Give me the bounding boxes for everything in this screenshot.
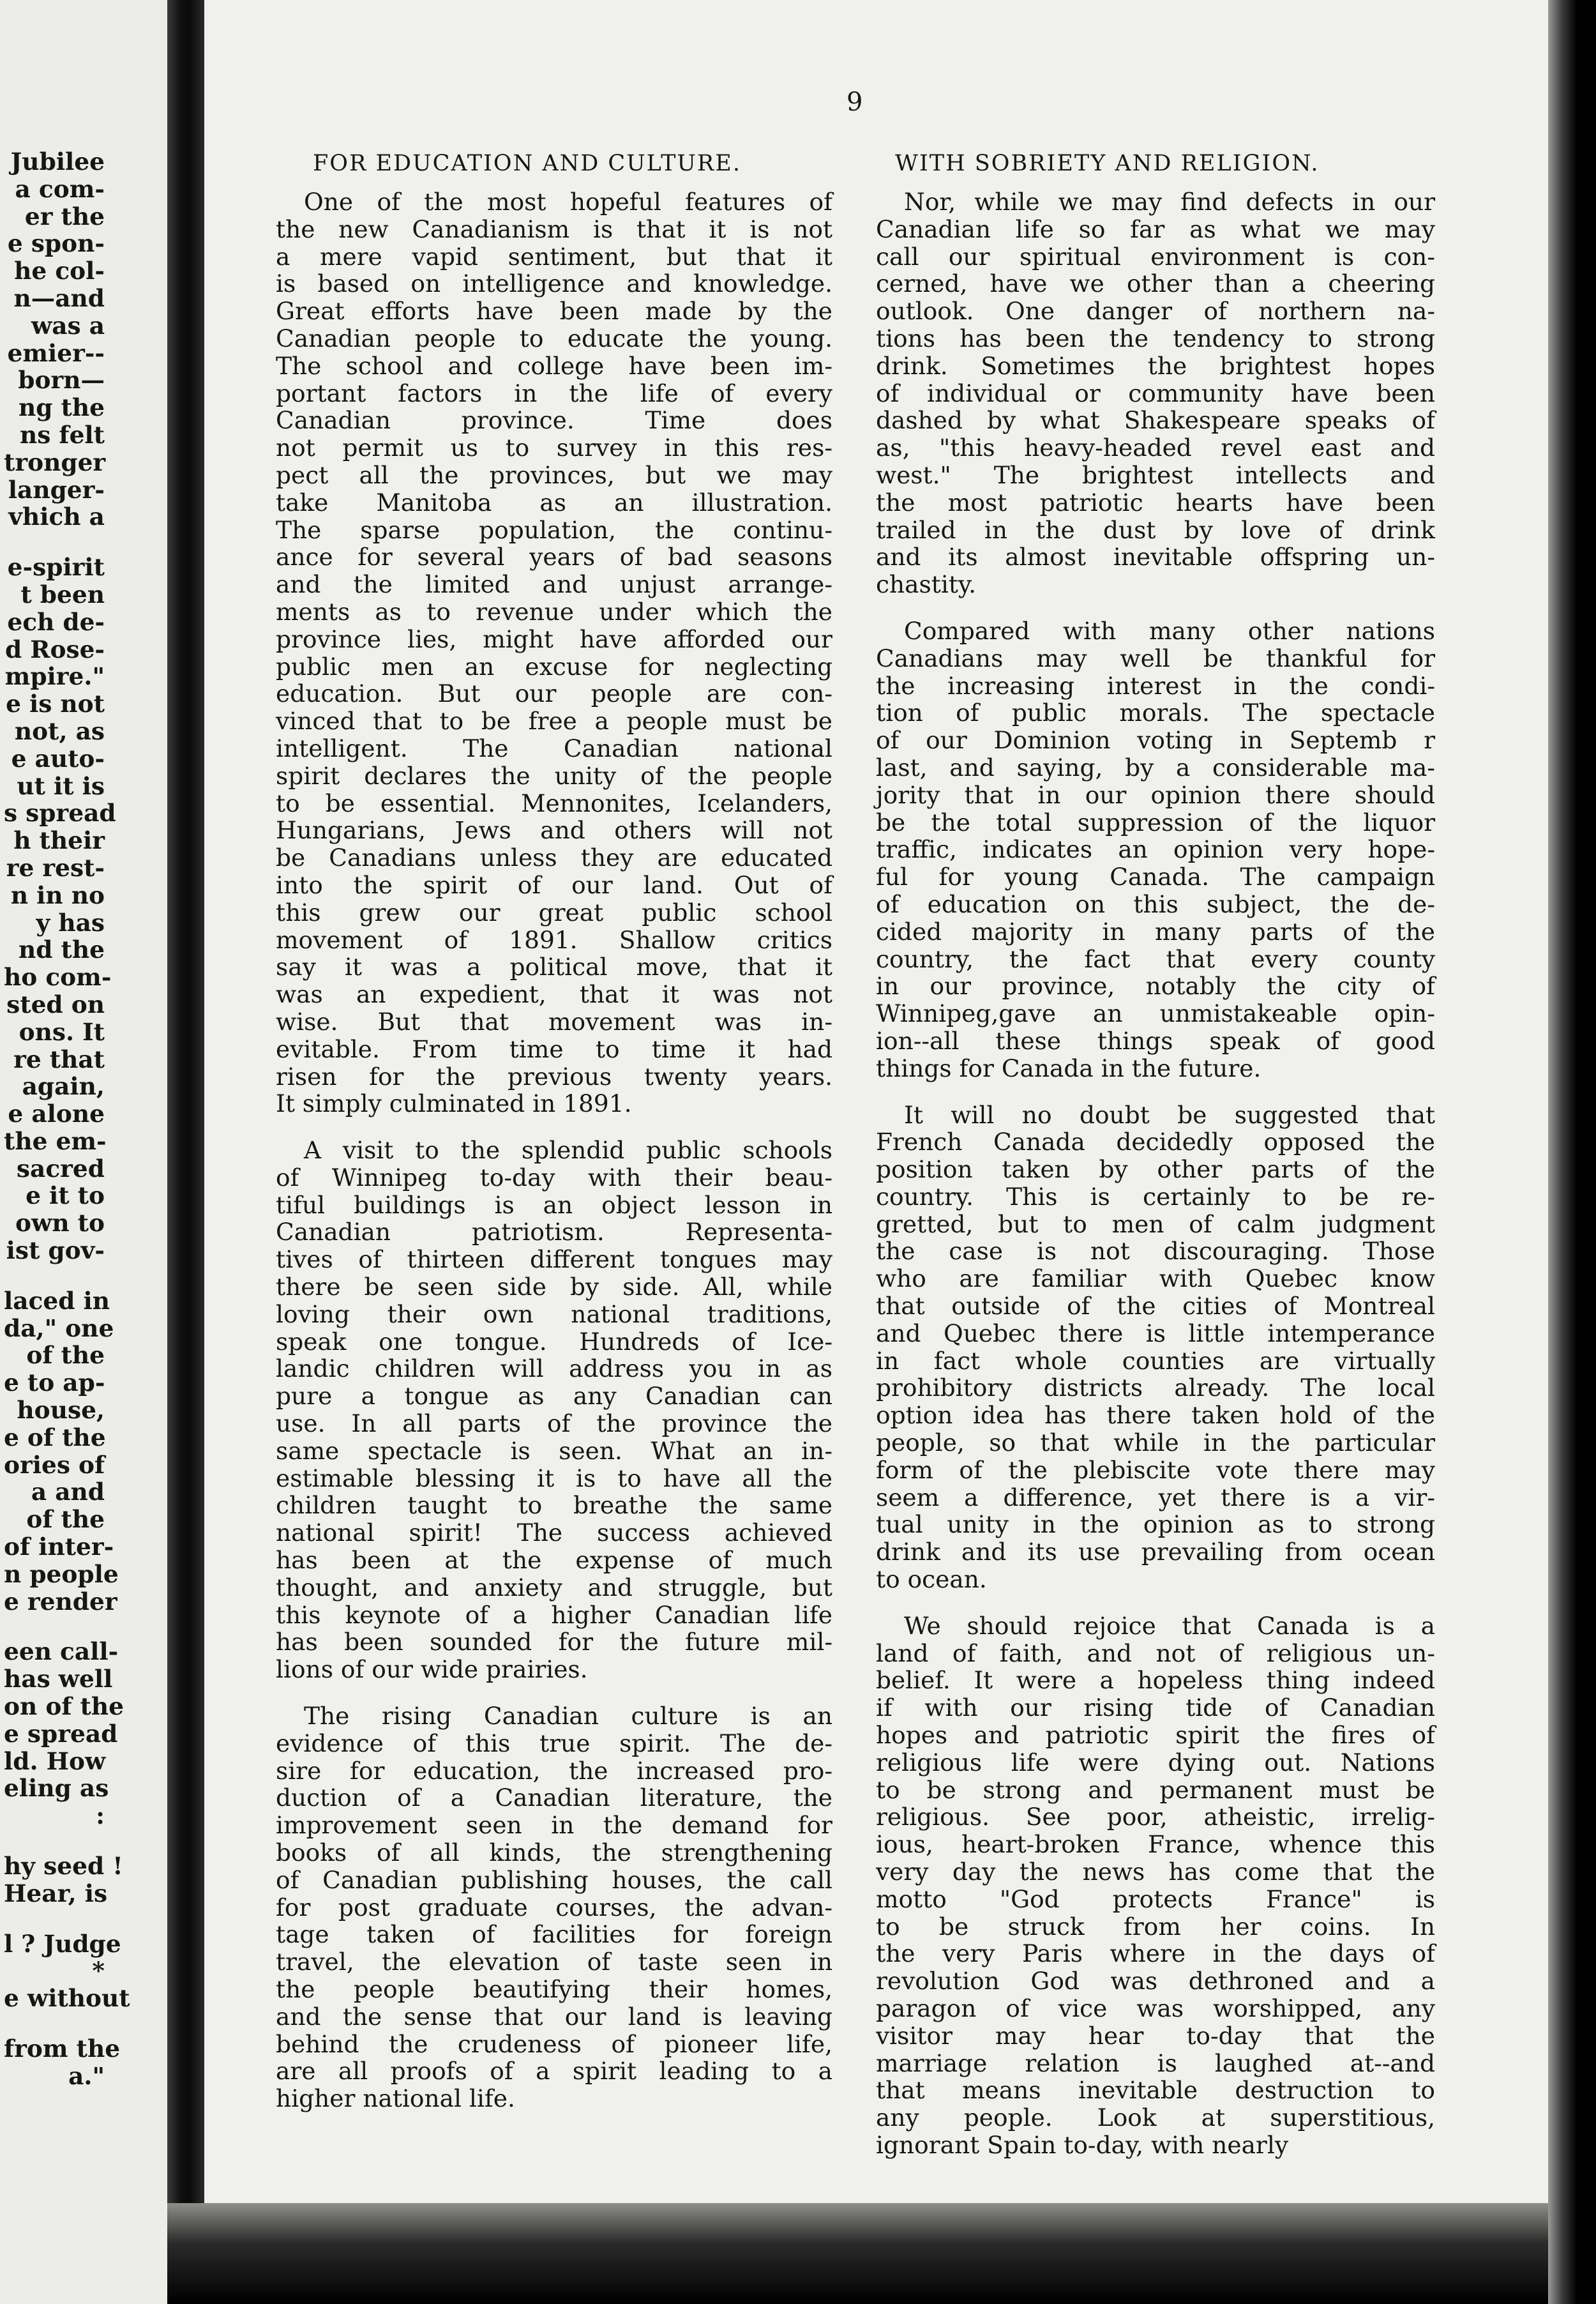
text-line: n people (4, 1559, 119, 1588)
book-gutter (167, 0, 204, 2304)
text-line: speak one tongue. Hundreds of Ice- (276, 1327, 832, 1356)
text-line: education. But our people are con- (276, 679, 832, 708)
text-line: and Quebec there is little intemperance (876, 1319, 1435, 1347)
text-line: e alone (8, 1100, 105, 1128)
text-line: west." The brightest intellects and (876, 460, 1435, 489)
text-line: re rest- (6, 853, 105, 882)
paragraph-gap (4, 1264, 106, 1287)
text-line: tual unity in the opinion as to strong (876, 1510, 1435, 1539)
text-line: if with our rising tide of Canadian (876, 1694, 1435, 1722)
text-line: ng the (19, 393, 105, 422)
paragraph-gap (4, 1907, 106, 1930)
text-line: of individual or community have been (876, 379, 1435, 407)
text-line: evitable. From time to time it had (276, 1035, 832, 1063)
paragraph (876, 1102, 1435, 1593)
text-line: country. This is certainly to be re- (876, 1182, 1435, 1211)
text-line: visitor may hear to-day that the (876, 2021, 1435, 2050)
text-line: Nor, while we may find defects in our (904, 188, 1435, 216)
text-line: people, so that while in the particular (876, 1429, 1435, 1457)
text-line: ons. It (19, 1017, 105, 1046)
paragraph (876, 1612, 1435, 2159)
text-line: Canadian province. Time does (276, 406, 832, 435)
text-line: ious, heart-broken France, whence this (876, 1830, 1435, 1859)
text-line: A visit to the splendid public schools (304, 1136, 832, 1165)
text-line: paragon of vice was worshipped, any (876, 1994, 1435, 2022)
text-line: t been (20, 580, 105, 609)
page-edge-shadow (1548, 0, 1596, 2304)
paragraph (876, 618, 1435, 1082)
paragraph-gap (4, 1830, 106, 1853)
text-line: not, as (14, 716, 105, 745)
text-line: has been sounded for the future mil- (276, 1628, 832, 1656)
text-line: the increasing interest in the condi- (876, 671, 1435, 700)
text-line: e it to (26, 1181, 105, 1210)
text-line: things for Canada in the future. (876, 1054, 1261, 1082)
text-line: e without (4, 1984, 130, 2013)
text-line: d Rose- (5, 635, 105, 663)
page-bottom-shadow (167, 2203, 1548, 2304)
text-line: outlook. One danger of northern na- (876, 297, 1435, 326)
text-line: intelligent. The Canadian national (276, 734, 832, 762)
text-line: belief. It were a hopeless thing indeed (876, 1666, 1435, 1695)
text-line: last, and saying, by a considerable ma- (876, 753, 1435, 782)
text-line: born— (18, 366, 105, 395)
text-line: lions of our wide prairies. (276, 1655, 588, 1684)
text-line: e spread (4, 1719, 118, 1748)
text-line: any people. Look at superstitious, (876, 2103, 1435, 2132)
text-line: cided majority in many parts of the (876, 917, 1435, 946)
text-line: ist gov- (6, 1236, 105, 1265)
text-line: nd the (19, 936, 105, 964)
text-line: of the (26, 1341, 105, 1370)
text-line: the people beautifying their homes, (276, 1975, 832, 2003)
text-line: e spon- (7, 229, 105, 258)
text-line: vinced that to be free a people must be (276, 707, 832, 736)
text-line: gretted, but to men of calm judgment (876, 1209, 1435, 1238)
text-line: chastity. (876, 570, 977, 599)
text-line: national spirit! The success achieved (276, 1519, 832, 1547)
text-line: portant factors in the life of every (276, 379, 832, 407)
text-line: this keynote of a higher Canadian life (276, 1600, 832, 1629)
paragraph-gap (876, 1082, 1435, 1102)
text-line: tage taken of facilities for foreign (276, 1920, 832, 1949)
text-line: n in no (10, 881, 105, 909)
text-line: e to ap- (4, 1368, 105, 1397)
text-line: tives of thirteen different tongues may (276, 1245, 832, 1274)
text-line: for post graduate courses, the advan- (276, 1893, 832, 1921)
text-line: e render (4, 1587, 117, 1616)
text-line: ho com- (4, 963, 112, 992)
paragraph-gap (276, 1683, 832, 1702)
text-line: house, (17, 1396, 105, 1425)
text-line: h their (13, 826, 105, 855)
text-line: country, the fact that every county (876, 944, 1435, 973)
text-line: form of the plebiscite vote there may (876, 1455, 1435, 1484)
text-line: The rising Canadian culture is an (304, 1702, 832, 1731)
text-line: Hungarians, Jews and others will not (276, 816, 832, 845)
text-line: tions has been the tendency to strong (876, 324, 1435, 352)
text-line: be the total suppression of the liquor (876, 808, 1435, 837)
text-line: of our Dominion voting in Septemb r (876, 726, 1435, 755)
text-line: not permit us to survey in this res- (276, 434, 832, 462)
text-line: Canadian life so far as what we may (876, 215, 1435, 243)
text-line: books of all kinds, the strengthening (276, 1838, 832, 1867)
text-line: hy seed ! (4, 1852, 123, 1881)
text-line: re that (13, 1045, 105, 1073)
text-line: call our spiritual environment is con- (876, 242, 1435, 271)
text-line: The school and college have been im- (276, 351, 832, 380)
text-line: ignorant Spain to-day, with nearly (876, 2130, 1289, 2159)
text-line: has well (4, 1665, 113, 1694)
text-line: take Manitoba as an illustration. (276, 488, 832, 517)
text-line: the very Paris where in the days of (876, 1939, 1435, 1968)
text-line: Canadian patriotism. Representa- (276, 1218, 832, 1247)
text-line: sted on (6, 990, 105, 1019)
text-line: e-spirit (7, 553, 105, 582)
text-line: risen for the previous twenty years. (276, 1062, 832, 1091)
text-line: religious life were dying out. Nations (876, 1748, 1435, 1777)
text-line: ful for young Canada. The campaign (876, 863, 1435, 891)
text-line: into the spirit of our land. Out of (276, 870, 832, 899)
paragraph-gap (4, 2012, 106, 2035)
text-line: French Canada decidedly opposed the (876, 1128, 1435, 1156)
text-line: he col- (14, 257, 105, 285)
text-line: of Winnipeg to-day with their beau- (276, 1163, 832, 1192)
paragraph-gap (276, 1118, 832, 1137)
text-line: ech de- (7, 607, 105, 636)
text-line: was an expedient, that it was not (276, 980, 832, 1009)
text-line: landic children will address you in as (276, 1354, 832, 1383)
text-line: higher national life. (276, 2084, 515, 2113)
text-line: ance for several years of bad seasons (276, 543, 832, 572)
article-column-sobriety (876, 188, 1435, 2159)
text-line: again, (22, 1072, 105, 1101)
text-line: sacred (16, 1154, 105, 1183)
text-line: is based on intelligence and knowledge. (276, 269, 832, 298)
text-line: ns felt (20, 420, 105, 449)
text-line: in our province, notably the city of (876, 972, 1435, 1001)
text-line: and the sense that our land is leaving (276, 2002, 832, 2031)
text-line: mpire." (4, 662, 105, 691)
text-line: s spread (4, 799, 116, 828)
text-line: traffic, indicates an opinion very hope- (876, 835, 1435, 864)
text-line: use. In all parts of the province the (276, 1409, 832, 1438)
text-line: e is not (6, 690, 105, 718)
text-line: ut it is (17, 771, 105, 800)
text-line: tiful buildings is an object lesson in (276, 1190, 832, 1219)
text-line: Canadians may well be thankful for (876, 644, 1435, 672)
text-line: a com- (15, 174, 105, 203)
text-line: very day the news has come that the (876, 1858, 1435, 1886)
text-line: da," one (4, 1314, 114, 1342)
text-line: a mere vapid sentiment, but that it (276, 242, 832, 271)
text-line: thought, and anxiety and struggle, but (276, 1573, 832, 1602)
text-line: religious. See poor, atheistic, irrelig- (876, 1803, 1435, 1831)
text-line: e auto- (11, 744, 105, 773)
text-line: movement of 1891. Shallow critics (276, 925, 832, 954)
text-line: and the limited and unjust arrange- (276, 570, 832, 599)
text-line: The sparse population, the continu- (276, 515, 832, 544)
paragraph (276, 1137, 832, 1683)
text-line: a and (31, 1478, 105, 1506)
text-line: of education on this subject, the de- (876, 890, 1435, 918)
text-line: of Canadian publishing houses, the call (276, 1865, 832, 1894)
text-line: Great efforts have been made by the (276, 297, 832, 326)
text-line: land of faith, and not of religious un- (876, 1639, 1435, 1667)
text-line: children taught to breathe the same (276, 1491, 832, 1520)
text-line: from the (4, 2035, 121, 2063)
text-line: public men an excuse for neglecting (276, 652, 832, 681)
article-column-education (276, 188, 832, 2112)
text-line: Jubilee (10, 148, 105, 176)
text-line: pect all the provinces, but we may (276, 460, 832, 489)
column-heading-sobriety: WITH SOBRIETY AND RELIGION. (895, 151, 1320, 176)
text-line: this grew our great public school (276, 898, 832, 927)
text-line: n—and (13, 284, 105, 312)
previous-page-text-column (4, 148, 130, 2090)
text-line: evidence of this true spirit. The de- (276, 1729, 832, 1757)
text-line: to be essential. Mennonites, Icelanders, (276, 789, 832, 817)
text-line: the em- (4, 1126, 107, 1155)
text-line: marriage relation is laughed at--and (876, 2049, 1435, 2077)
text-line: er the (24, 202, 105, 231)
text-line: behind the crudeness of pioneer life, (276, 2029, 832, 2058)
text-line: as, "this heavy-headed revel east and (876, 434, 1435, 462)
text-line: jority that in our opinion there should (876, 780, 1435, 809)
text-line: a." (68, 2061, 105, 2090)
text-line: motto "God protects France" is (876, 1884, 1435, 1913)
text-line: tronger (4, 448, 106, 476)
text-line: hopes and patriotic spirit the fires of (876, 1721, 1435, 1750)
text-line: ories of (4, 1450, 105, 1479)
text-line: een call- (4, 1637, 119, 1666)
text-line: option idea has there taken hold of the (876, 1401, 1435, 1430)
text-line: prohibitory districts already. The local (876, 1374, 1435, 1402)
text-line: drink and its use prevailing from ocean (876, 1538, 1435, 1566)
text-line: same spectacle is seen. What an in- (276, 1436, 832, 1465)
text-line: Hear, is (4, 1879, 108, 1907)
text-line: e of the (4, 1423, 106, 1451)
paragraph-gap (4, 1615, 106, 1638)
text-line: who are familiar with Quebec know (876, 1264, 1435, 1293)
text-line: wise. But that movement was in- (276, 1007, 832, 1036)
text-line: ion--all these things speak of good (876, 1026, 1435, 1055)
paragraph (276, 188, 832, 1118)
text-line: was a (31, 311, 105, 340)
text-line: drink. Sometimes the brightest hopes (876, 351, 1435, 380)
text-line: on of the (4, 1692, 124, 1721)
text-line: say it was a political move, that it (276, 953, 832, 981)
text-line: are all proofs of a spirit leading to a (276, 2057, 832, 2086)
text-line: to ocean. (876, 1565, 987, 1594)
text-line: improvement seen in the demand for (276, 1811, 832, 1840)
text-line: has been at the expense of much (276, 1546, 832, 1575)
paragraph (876, 188, 1435, 598)
text-line: eling as (4, 1774, 109, 1803)
text-line: It will no doubt be suggested that (904, 1100, 1435, 1129)
text-line: : (96, 1801, 105, 1830)
text-line: that outside of the cities of Montreal (876, 1292, 1435, 1321)
text-line: of inter- (4, 1533, 114, 1561)
paragraph-gap (876, 1593, 1435, 1612)
previous-page-fragment (0, 0, 167, 2304)
text-line: the case is not discouraging. Those (876, 1237, 1435, 1266)
text-line: revolution God was dethroned and a (876, 1967, 1435, 1996)
text-line: estimable blessing it is to have all the (276, 1464, 832, 1492)
paragraph-gap (876, 598, 1435, 618)
text-line: laced in (4, 1286, 110, 1315)
text-line: dashed by what Shakespeare speaks of (876, 406, 1435, 435)
paragraph-gap (4, 531, 106, 554)
text-line: to be strong and permanent must be (876, 1775, 1435, 1804)
text-line: duction of a Canadian literature, the (276, 1784, 832, 1812)
text-line: cerned, have we other than a cheering (876, 269, 1435, 298)
text-line: the most patriotic hearts have been (876, 488, 1435, 517)
text-line: langer- (8, 475, 105, 504)
text-line: vhich a (8, 503, 105, 531)
text-line: It simply culminated in 1891. (276, 1089, 632, 1118)
text-line: tion of public morals. The spectacle (876, 699, 1435, 727)
text-line: spirit declares the unity of the people (276, 761, 832, 790)
text-line: and its almost inevitable offspring un- (876, 543, 1435, 572)
text-line: One of the most hopeful features of (304, 188, 832, 216)
text-line: emier-- (7, 338, 105, 367)
text-line: in fact whole counties are virtually (876, 1346, 1435, 1375)
text-line: loving their own national traditions, (276, 1300, 832, 1328)
text-line: * (92, 1957, 105, 1985)
text-line: there be seen side by side. All, while (276, 1273, 832, 1301)
text-line: pure a tongue as any Canadian can (276, 1382, 832, 1411)
text-line: be Canadians unless they are educated (276, 844, 832, 872)
paragraph (276, 1702, 832, 2112)
text-line: travel, the elevation of taste seen in (276, 1948, 832, 1976)
text-line: seem a difference, yet there is a vir- (876, 1483, 1435, 1512)
text-line: We should rejoice that Canada is a (904, 1611, 1435, 1640)
text-line: trailed in the dust by love of drink (876, 515, 1435, 544)
text-line: ld. How (4, 1747, 106, 1775)
text-line: of the (26, 1505, 105, 1534)
text-line: Canadian people to educate the young. (276, 324, 832, 352)
page-number: 9 (847, 87, 863, 117)
column-heading-education: FOR EDUCATION AND CULTURE. (313, 151, 741, 176)
text-line: Winnipeg,gave an unmistakeable opin- (876, 999, 1435, 1028)
text-line: that means inevitable destruction to (876, 2076, 1435, 2105)
text-line: l ? Judge (4, 1929, 121, 1958)
text-line: to be struck from her coins. In (876, 1912, 1435, 1941)
text-line: sire for education, the increased pro- (276, 1756, 832, 1785)
text-line: Compared with many other nations (904, 616, 1435, 645)
text-line: ments as to revenue under which the (276, 597, 832, 626)
text-line: y has (36, 908, 105, 937)
text-line: province lies, might have afforded our (276, 625, 832, 653)
text-line: position taken by other parts of the (876, 1155, 1435, 1184)
text-line: own to (15, 1209, 105, 1238)
text-line: the new Canadianism is that it is not (276, 215, 832, 243)
